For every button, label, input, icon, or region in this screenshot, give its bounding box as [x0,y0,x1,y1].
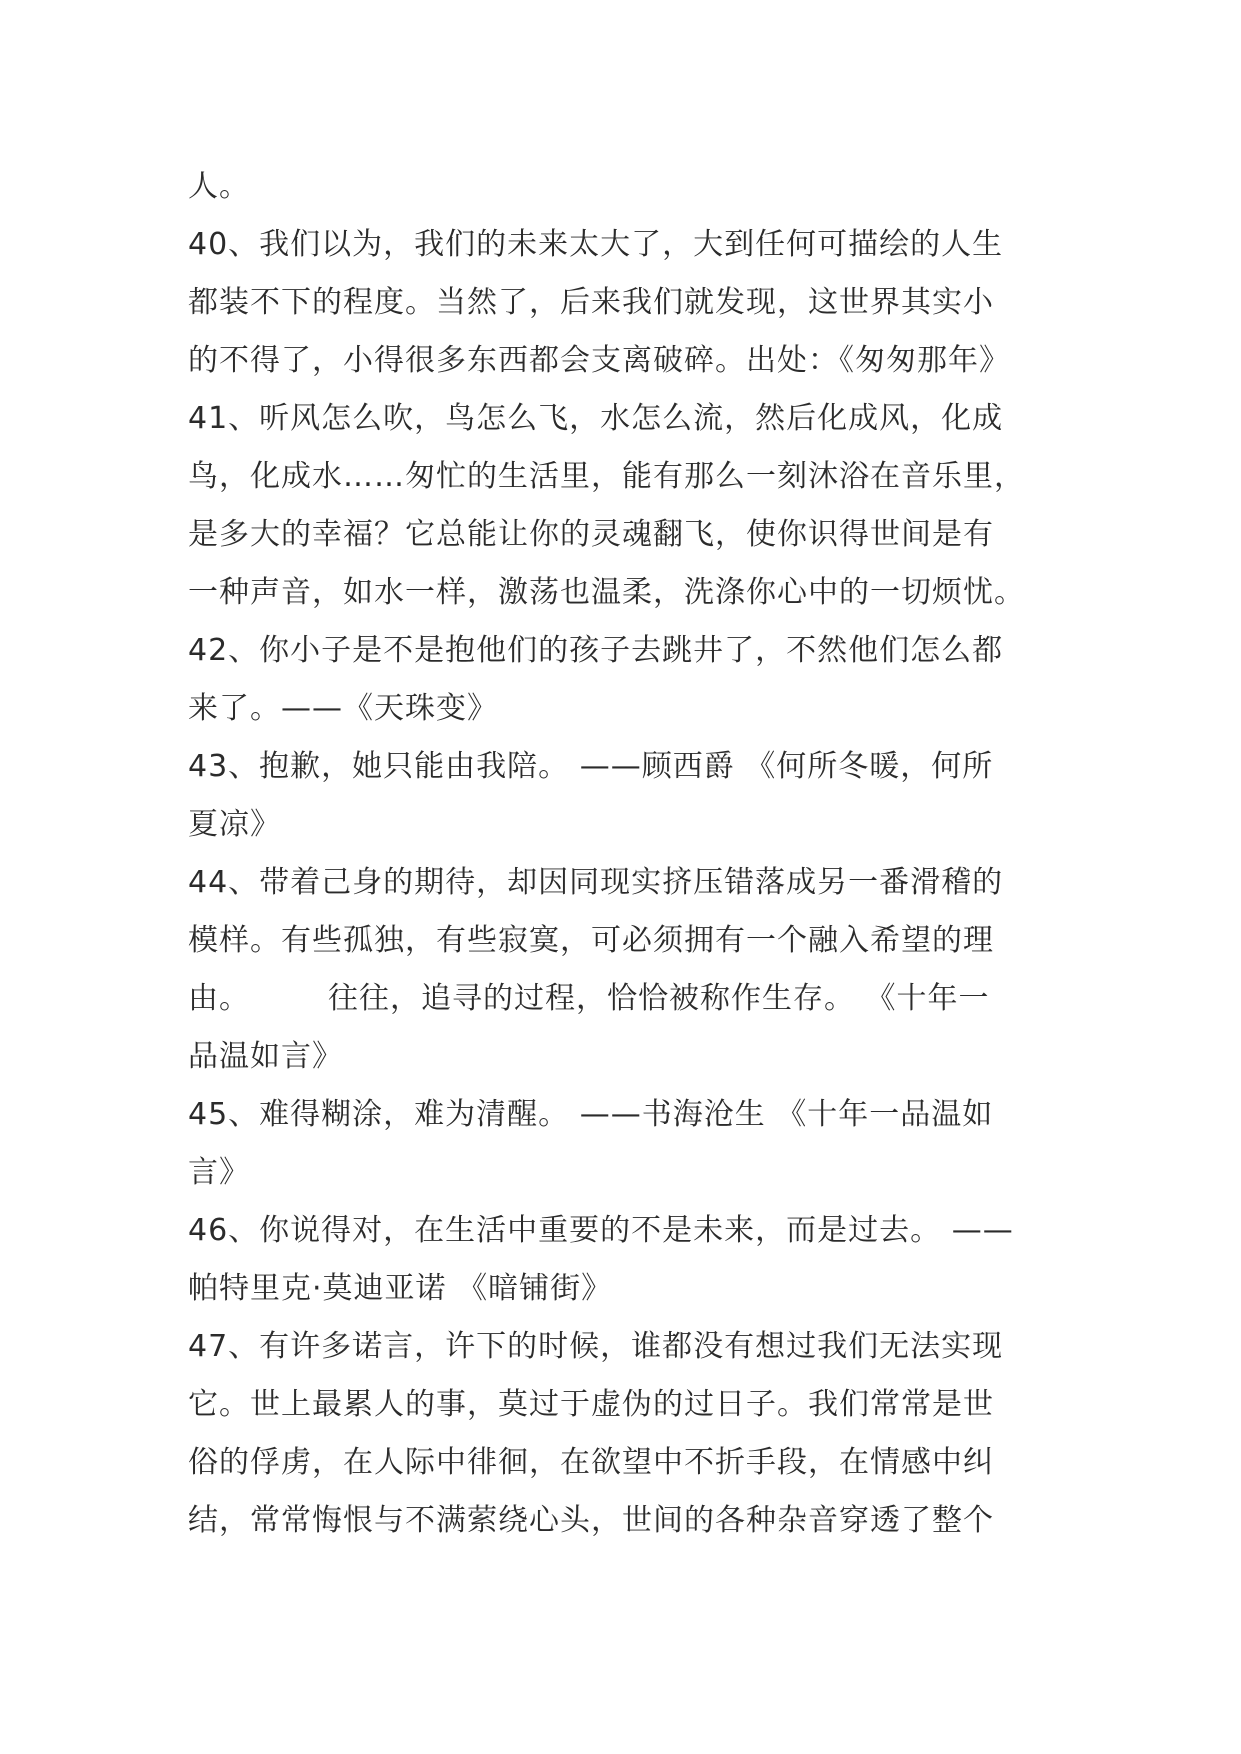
text-line: 夏凉》 [188,807,281,842]
text-line: 鸟，化成水……匆忙的生活里，能有那么一刻沐浴在音乐里， [188,459,1025,494]
text-line: 是多大的幸福？它总能让你的灵魂翻飞，使你识得世间是有 [188,517,994,552]
text-line: 它。世上最累人的事，莫过于虚伪的过日子。我们常常是世 [188,1387,994,1422]
text-line: 人。 [188,169,250,204]
text-line: 40、我们以为，我们的未来太大了，大到任何可描绘的人生 [188,227,1004,262]
text-line: 41、听风怎么吹，鸟怎么飞，水怎么流，然后化成风，化成 [188,401,1004,436]
text-line: 一种声音，如水一样，激荡也温柔，洗涤你心中的一切烦忧。 [188,575,1025,610]
text-line: 42、你小子是不是抱他们的孩子去跳井了，不然他们怎么都 [188,633,1004,668]
text-line: 言》 [188,1155,250,1190]
text-line: 来了。——《天珠变》 [188,691,498,726]
text-line: 都装不下的程度。当然了，后来我们就发现，这世界其实小 [188,285,994,320]
text-line: 47、有许多诺言，许下的时候，谁都没有想过我们无法实现 [188,1329,1004,1364]
text-line: 俗的俘虏，在人际中徘徊，在欲望中不折手段，在情感中纠 [188,1445,994,1480]
text-line: 45、难得糊涂，难为清醒。 ——书海沧生 《十年一品温如 [188,1097,994,1132]
text-line: 品温如言》 [188,1039,343,1074]
text-line: 模样。有些孤独，有些寂寞，可必须拥有一个融入希望的理 [188,923,994,958]
text-line: 帕特里克·莫迪亚诺 《暗铺街》 [188,1271,613,1306]
text-line: 的不得了，小得很多东西都会支离破碎。出处：《匆匆那年》 [188,343,1010,378]
text-line: 结，常常悔恨与不满萦绕心头，世间的各种杂音穿透了整个 [188,1503,994,1538]
text-line: 43、抱歉，她只能由我陪。 ——顾西爵 《何所冬暖，何所 [188,749,994,784]
document-text-body [188,158,1053,1550]
text-line: 46、你说得对，在生活中重要的不是未来，而是过去。 —— [188,1213,1014,1248]
text-line: 由。 往往，追寻的过程，恰恰被称作生存。 《十年一 [188,981,990,1016]
text-line: 44、带着己身的期待，却因同现实挤压错落成另一番滑稽的 [188,865,1004,900]
